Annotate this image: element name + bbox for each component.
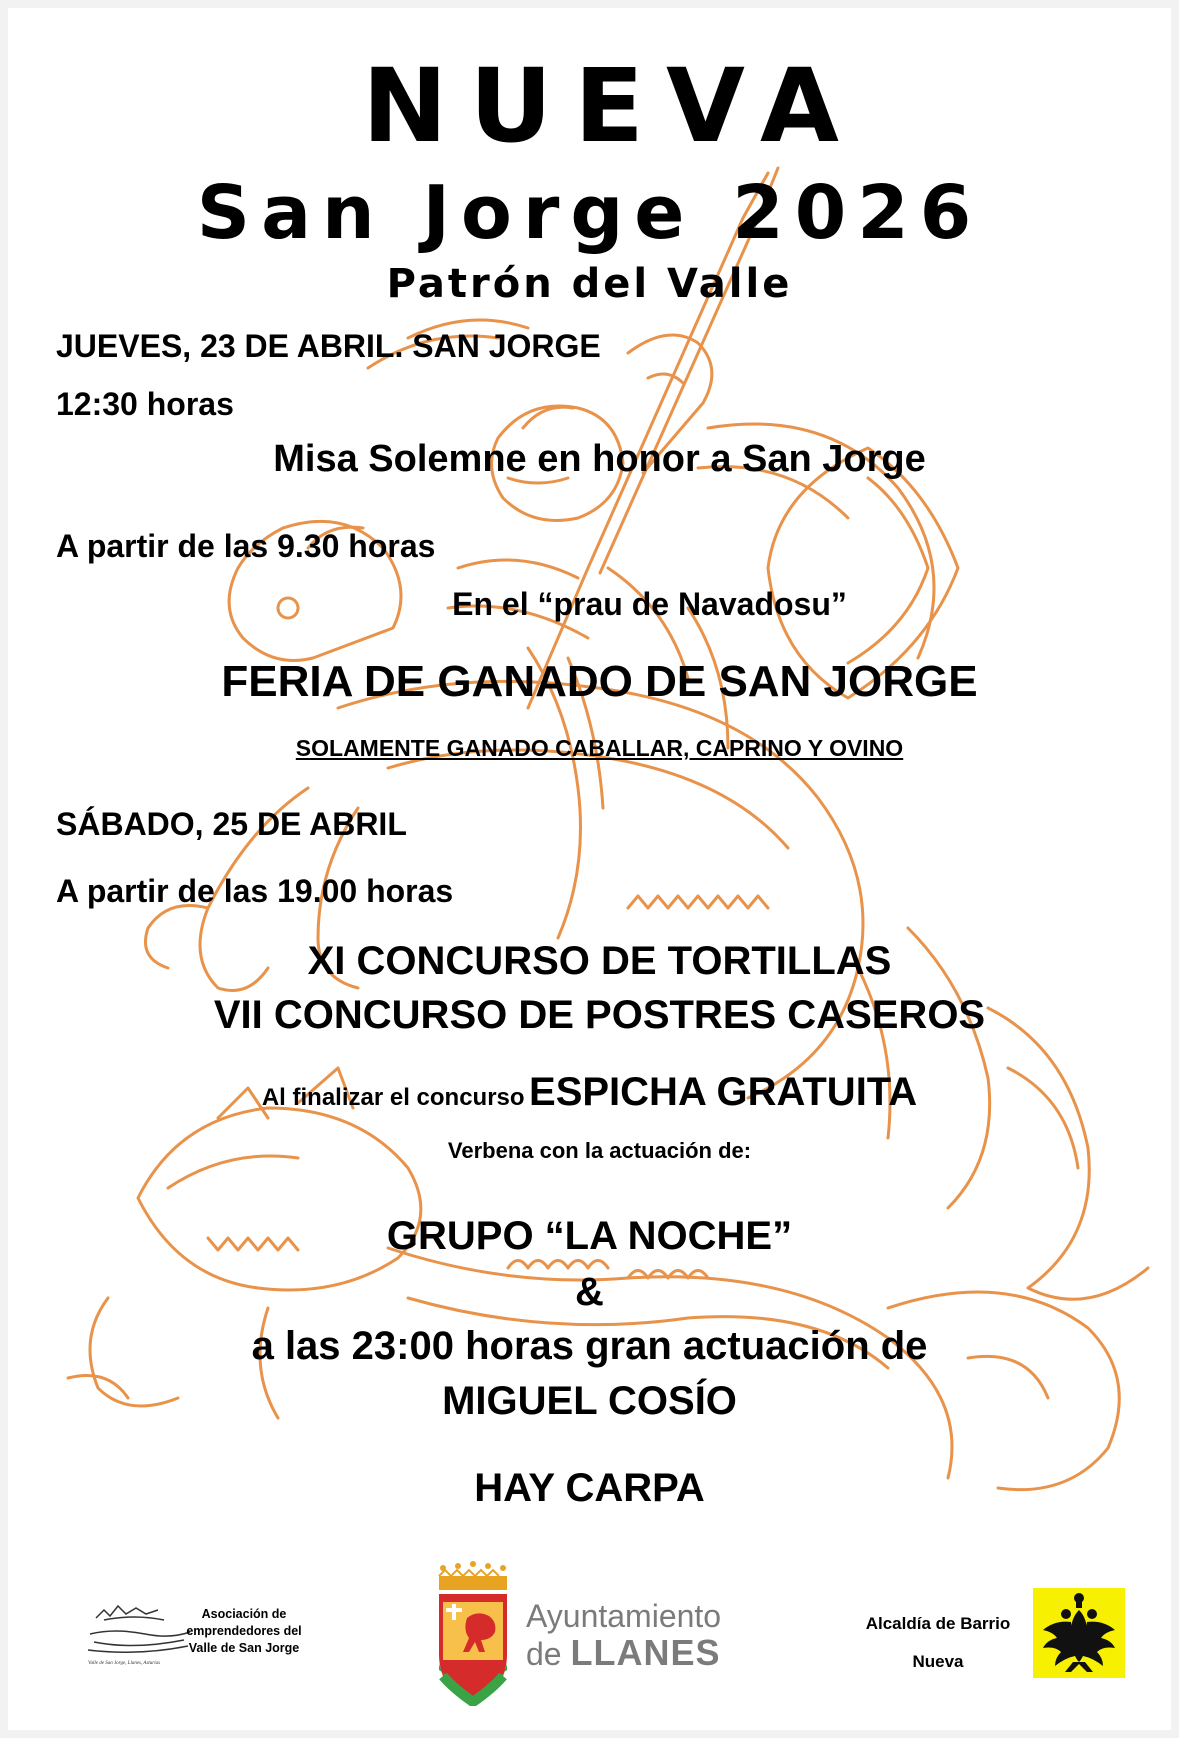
verbena-text: Verbena con la actuación de:: [447, 1138, 752, 1163]
day1-event1: Misa Solemne en honor a San Jorge: [273, 438, 926, 480]
association-line2: emprendedores del: [186, 1623, 302, 1638]
alcaldia-de-barrio: [853, 1605, 1023, 1681]
day1-location: En el “prau de Navadosu”: [452, 586, 847, 622]
tent-notice: HAY CARPA: [474, 1466, 705, 1510]
late-show-text: a las 23:00 horas gran actuación de: [251, 1324, 928, 1368]
alcaldia-line1: Alcaldía de Barrio: [865, 1614, 1011, 1633]
artist-name: MIGUEL COSÍO: [442, 1379, 737, 1423]
day2-contest2: VII CONCURSO DE POSTRES CASEROS: [213, 993, 986, 1037]
ayuntamiento-llanes-text: [526, 1600, 721, 1671]
association-line3: Valle de San Jorge: [188, 1640, 300, 1655]
band-name: GRUPO “LA NOCHE”: [386, 1214, 793, 1258]
day1-event2: FERIA DE GANADO DE SAN JORGE: [221, 657, 978, 706]
alcaldia-line2: Nueva: [912, 1652, 964, 1671]
day1-date: JUEVES, 23 DE ABRIL. SAN JORGE: [56, 328, 601, 364]
espicha-lead: Al finalizar el concurso: [261, 1084, 525, 1111]
day2-date: SÁBADO, 25 DE ABRIL: [56, 806, 407, 842]
espicha-title: ESPICHA GRATUITA: [529, 1070, 918, 1114]
association-line1: Asociación de: [201, 1607, 287, 1621]
eagle-emblem: [1033, 1588, 1125, 1678]
espicha-line: [8, 1072, 1171, 1112]
llanes-coat-of-arms-icon: [433, 1558, 513, 1706]
association-logo: [84, 1598, 194, 1668]
ayto-line2: [526, 1631, 721, 1673]
subtitle-patron: Patrón del Valle: [386, 261, 793, 307]
ayto-llanes: LLANES: [570, 1631, 721, 1673]
day1-time2: A partir de las 9.30 horas: [56, 528, 436, 564]
svg-text:Valle de San Jorge, Llanes, As: Valle de San Jorge, Llanes, Asturias: [88, 1661, 161, 1666]
title-nueva: NUEVA: [362, 47, 861, 166]
double-headed-eagle-icon: [1033, 1588, 1125, 1678]
ampersand: &: [575, 1270, 604, 1314]
association-name: [184, 1606, 304, 1657]
ayto-line1: Ayuntamiento: [526, 1598, 722, 1634]
day2-time: A partir de las 19.00 horas: [56, 873, 454, 909]
day1-event2-note: SOLAMENTE GANADO CABALLAR, CAPRINO Y OVINO: [295, 735, 904, 761]
title-san-jorge: San Jorge 2026: [196, 170, 983, 256]
day1-time1: 12:30 horas: [56, 386, 234, 422]
poster: [8, 8, 1171, 1730]
day2-contest1: XI CONCURSO DE TORTILLAS: [307, 939, 892, 983]
ayto-de: de: [526, 1635, 562, 1672]
